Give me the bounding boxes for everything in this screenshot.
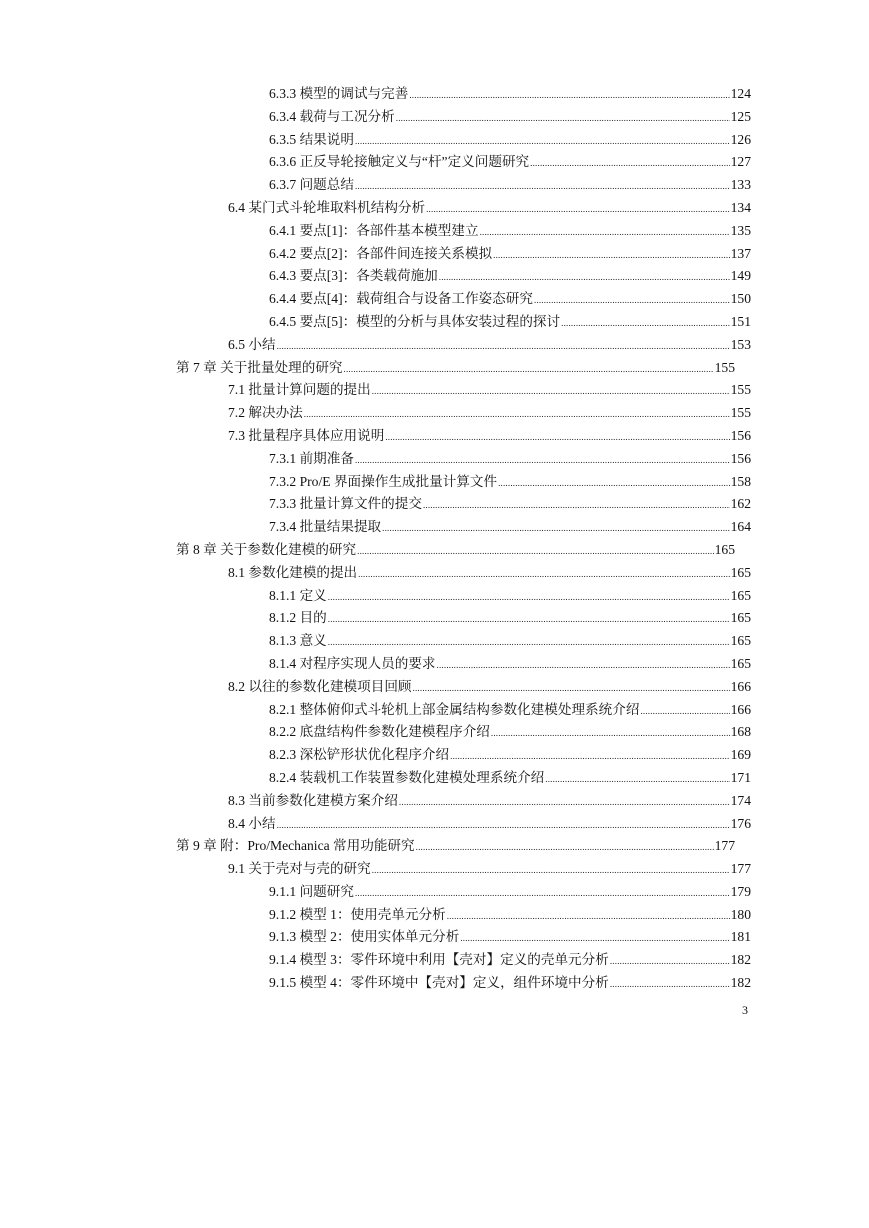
toc-dot-leader (447, 905, 730, 928)
toc-entry[interactable] (269, 265, 751, 288)
toc-entry-page: 182 (730, 952, 751, 968)
toc-entry[interactable] (269, 767, 751, 790)
toc-entry[interactable] (228, 425, 751, 448)
toc-entry-page: 182 (730, 975, 751, 991)
toc-entry-title: 7.2 解决办法 (228, 405, 303, 421)
toc-entry-page: 150 (730, 291, 751, 307)
toc-dot-leader (460, 927, 729, 950)
toc-entry[interactable] (176, 357, 735, 380)
toc-entry[interactable] (269, 516, 751, 539)
toc-dot-leader (385, 426, 729, 449)
toc-entry-page: 151 (730, 313, 751, 329)
toc-entry[interactable] (269, 721, 751, 744)
toc-entry[interactable] (228, 858, 751, 881)
toc-entry-page: 155 (714, 359, 735, 375)
toc-entry[interactable] (269, 881, 751, 904)
toc-entry-page: 156 (730, 427, 751, 443)
table-of-contents (0, 83, 869, 995)
toc-entry-title: 8.3 当前参数化建模方案介绍 (228, 792, 398, 808)
toc-entry-title: 7.3.1 前期准备 (269, 450, 354, 466)
toc-entry-title: 6.4.4 要点[4]：载荷组合与设备工作姿态研究 (269, 291, 533, 307)
toc-entry-title: 9.1.1 问题研究 (269, 883, 354, 899)
toc-entry-page: 174 (730, 792, 751, 808)
toc-entry-page: 125 (730, 108, 751, 124)
toc-entry-page: 135 (730, 222, 751, 238)
toc-entry[interactable] (269, 471, 751, 494)
toc-entry-page: 165 (730, 564, 751, 580)
toc-entry[interactable] (228, 562, 751, 585)
toc-entry-page: 165 (730, 587, 751, 603)
page-number: 3 (742, 1003, 748, 1017)
toc-dot-leader (423, 494, 730, 517)
toc-dot-leader (416, 836, 714, 859)
toc-entry-page: 158 (730, 473, 751, 489)
toc-entry-title: 第 8 章 关于参数化建模的研究 (176, 541, 357, 557)
toc-entry[interactable] (269, 493, 751, 516)
toc-dot-leader (355, 449, 730, 472)
toc-entry[interactable] (228, 334, 751, 357)
toc-dot-leader (372, 859, 730, 882)
toc-entry-title: 7.3.4 批量结果提取 (269, 519, 382, 535)
toc-entry-title: 7.3 批量程序具体应用说明 (228, 427, 385, 443)
toc-entry[interactable] (269, 174, 751, 197)
toc-entry-page: 164 (730, 519, 751, 535)
toc-entry-page: 124 (730, 86, 751, 101)
toc-entry-page: 137 (730, 245, 751, 261)
toc-entry-title: 9.1 关于壳对与壳的研究 (228, 861, 371, 877)
toc-dot-leader (277, 814, 730, 837)
toc-entry-page: 165 (730, 633, 751, 649)
toc-entry[interactable] (269, 83, 751, 106)
toc-dot-leader (328, 608, 730, 631)
toc-entry[interactable] (269, 972, 751, 995)
toc-entry-page: 162 (730, 496, 751, 512)
toc-entry-page: 155 (730, 382, 751, 398)
toc-dot-leader (396, 107, 730, 130)
toc-dot-leader (426, 198, 730, 221)
toc-entry-title: 8.1.2 目的 (269, 610, 327, 626)
toc-dot-leader (344, 358, 714, 381)
toc-entry-page: 169 (730, 747, 751, 763)
toc-dot-leader (439, 266, 730, 289)
toc-entry-title: 7.1 批量计算问题的提出 (228, 382, 371, 398)
toc-entry[interactable] (269, 448, 751, 471)
toc-entry-page: 156 (730, 450, 751, 466)
toc-entry[interactable] (269, 904, 751, 927)
toc-dot-leader (277, 335, 730, 358)
toc-entry-title: 第 7 章 关于批量处理的研究 (176, 359, 343, 375)
toc-dot-leader (610, 950, 730, 973)
toc-entry[interactable] (228, 402, 751, 425)
toc-entry[interactable] (269, 129, 751, 152)
toc-entry-title: 8.2.1 整体俯仰式斗轮机上部金属结构参数化建模处理系统介绍 (269, 701, 640, 717)
toc-entry-page: 166 (730, 678, 751, 694)
toc-entry-title: 6.3.4 载荷与工况分析 (269, 108, 395, 124)
toc-entry[interactable] (269, 585, 751, 608)
toc-entry-page: 176 (730, 815, 751, 831)
toc-dot-leader (493, 244, 729, 267)
toc-dot-leader (328, 586, 730, 609)
toc-dot-leader (480, 221, 730, 244)
toc-entry-title: 9.1.3 模型 2：使用实体单元分析 (269, 929, 460, 945)
toc-entry[interactable] (176, 539, 735, 562)
toc-dot-leader (530, 152, 729, 175)
toc-entry-title: 8.2.3 深松铲形状优化程序介绍 (269, 747, 450, 763)
toc-entry-page: 177 (714, 838, 735, 854)
toc-entry-page: 180 (730, 906, 751, 922)
toc-entry-title: 8.2 以往的参数化建模项目回顾 (228, 678, 412, 694)
toc-entry[interactable] (269, 607, 751, 630)
toc-dot-leader (413, 677, 730, 700)
toc-entry-title: 9.1.5 模型 4：零件环境中【壳对】定义，组件环境中分析 (269, 975, 609, 991)
toc-entry-page: 133 (730, 177, 751, 193)
toc-dot-leader (409, 84, 729, 107)
toc-entry-page: 155 (730, 405, 751, 421)
toc-dot-leader (437, 654, 730, 677)
toc-dot-leader (357, 540, 713, 563)
toc-dot-leader (561, 312, 729, 335)
toc-entry-title: 6.3.3 模型的调试与完善 (269, 86, 409, 101)
toc-entry[interactable] (228, 676, 751, 699)
toc-entry-title: 8.2.2 底盘结构件参数化建模程序介绍 (269, 724, 490, 740)
toc-entry-title: 6.3.7 问题总结 (269, 177, 354, 193)
toc-entry-title: 8.2.4 装载机工作装置参数化建模处理系统介绍 (269, 769, 545, 785)
toc-entry[interactable] (269, 744, 751, 767)
toc-entry-page: 181 (730, 929, 751, 945)
toc-entry[interactable] (228, 790, 751, 813)
toc-dot-leader (355, 130, 730, 153)
toc-entry-title: 6.3.6 正反导轮接触定义与“杆”定义问题研究 (269, 154, 530, 170)
toc-entry-title: 8.1.3 意义 (269, 633, 327, 649)
toc-dot-leader (382, 517, 729, 540)
toc-dot-leader (358, 563, 729, 586)
toc-entry-page: 165 (730, 610, 751, 626)
toc-dot-leader (399, 791, 730, 814)
toc-entry-title: 7.3.3 批量计算文件的提交 (269, 496, 422, 512)
toc-entry-title: 8.1 参数化建模的提出 (228, 564, 358, 580)
toc-dot-leader (450, 745, 729, 768)
toc-entry-page: 165 (714, 541, 735, 557)
toc-entry[interactable] (269, 926, 751, 949)
toc-entry[interactable] (269, 699, 751, 722)
toc-entry[interactable] (269, 949, 751, 972)
toc-entry-title: 6.5 小结 (228, 336, 276, 352)
toc-entry[interactable] (269, 220, 751, 243)
toc-dot-leader (328, 631, 730, 654)
toc-dot-leader (610, 973, 730, 996)
toc-entry[interactable] (269, 151, 751, 174)
toc-entry[interactable] (269, 243, 751, 266)
toc-dot-leader (355, 882, 730, 905)
toc-dot-leader (491, 722, 730, 745)
toc-entry[interactable] (269, 106, 751, 129)
toc-entry-title: 第 9 章 附：Pro/Mechanica 常用功能研究 (176, 838, 415, 854)
toc-entry[interactable] (176, 835, 735, 858)
toc-entry-page: 171 (730, 769, 751, 785)
toc-dot-leader (355, 175, 730, 198)
toc-entry-title: 9.1.2 模型 1：使用壳单元分析 (269, 906, 446, 922)
toc-entry[interactable] (228, 197, 751, 220)
toc-entry[interactable] (269, 630, 751, 653)
toc-entry-page: 165 (730, 655, 751, 671)
toc-dot-leader (545, 768, 729, 791)
toc-entry-title: 9.1.4 模型 3：零件环境中利用【壳对】定义的壳单元分析 (269, 952, 609, 968)
toc-entry-page: 134 (730, 199, 751, 215)
toc-entry-title: 8.1.4 对程序实现人员的要求 (269, 655, 436, 671)
toc-entry-page: 149 (730, 268, 751, 284)
toc-entry[interactable] (269, 288, 751, 311)
toc-entry-title: 6.4.2 要点[2]：各部件间连接关系模拟 (269, 245, 493, 261)
toc-entry-title: 8.4 小结 (228, 815, 276, 831)
toc-dot-leader (304, 403, 730, 426)
toc-entry-page: 168 (730, 724, 751, 740)
toc-entry-title: 6.4.1 要点[1]：各部件基本模型建立 (269, 222, 479, 238)
toc-entry-page: 177 (730, 861, 751, 877)
toc-entry[interactable] (269, 311, 751, 334)
toc-entry[interactable] (228, 379, 751, 402)
toc-dot-leader (534, 289, 730, 312)
toc-entry[interactable] (228, 813, 751, 836)
toc-entry[interactable] (269, 653, 751, 676)
toc-entry-page: 127 (730, 154, 751, 170)
toc-entry-page: 166 (730, 701, 751, 717)
toc-entry-title: 6.4 某门式斗轮堆取料机结构分析 (228, 199, 426, 215)
toc-entry-title: 6.4.3 要点[3]：各类载荷施加 (269, 268, 438, 284)
toc-dot-leader (640, 700, 729, 723)
toc-entry-title: 6.4.5 要点[5]：模型的分析与具体安装过程的探讨 (269, 313, 561, 329)
toc-entry-page: 179 (730, 883, 751, 899)
toc-entry-page: 126 (730, 131, 751, 147)
toc-entry-title: 8.1.1 定义 (269, 587, 327, 603)
toc-dot-leader (498, 472, 730, 495)
toc-entry-page: 153 (730, 336, 751, 352)
toc-dot-leader (372, 380, 730, 403)
toc-entry-title: 7.3.2 Pro/E 界面操作生成批量计算文件 (269, 473, 498, 489)
toc-entry-title: 6.3.5 结果说明 (269, 131, 354, 147)
